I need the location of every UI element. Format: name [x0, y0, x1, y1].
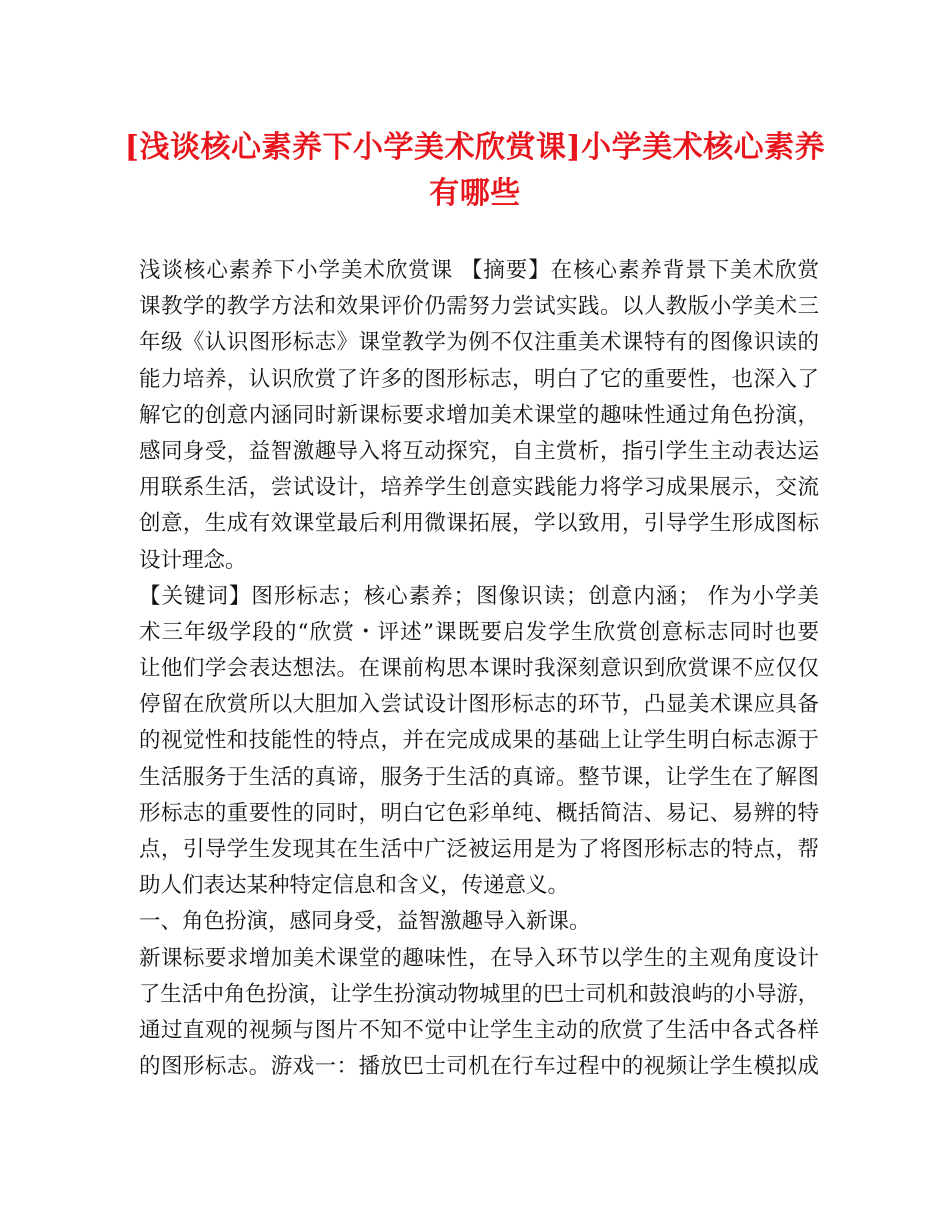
body-line: 【关键词】图形标志；核心素养；图像识读；创意内涵； 作为小学美	[139, 583, 819, 609]
body-line: 点，引导学生发现其在生活中广泛被运用是为了将图形标志的特点，帮	[139, 837, 819, 862]
body-line: 课教学的教学方法和效果评价仍需努力尝试实践。以人教版小学美术三	[139, 294, 819, 320]
body-line: 术三年级学段的“欣赏・评述”课既要启发学生欣赏创意标志同时也要	[139, 619, 819, 645]
body-line: 新课标要求增加美术课堂的趣味性，在导入环节以学生的主观角度设计	[139, 945, 819, 971]
body-line: 的图形标志。游戏一：播放巴士司机在行车过程中的视频让学生模拟成	[139, 1054, 819, 1080]
body-line: 让他们学会表达想法。在课前构思本课时我深刻意识到欣赏课不应仅仅	[139, 656, 819, 682]
document-title	[100, 125, 850, 217]
body-line: 浅谈核心素养下小学美术欣赏课 【摘要】在核心素养背景下美术欣赏	[139, 258, 819, 283]
body-line: 生活服务于生活的真谛，服务于生活的真谛。整节课，让学生在了解图	[139, 764, 819, 790]
body-line: 通过直观的视频与图片不知不觉中让学生主动的欣赏了生活中各式各样	[139, 1017, 819, 1043]
body-line: 用联系生活，尝试设计，培养学生创意实践能力将学习成果展示，交流	[139, 475, 819, 501]
body-line: 停留在欣赏所以大胆加入尝试设计图形标志的环节，凸显美术课应具备	[139, 692, 819, 718]
body-line: 感同身受，益智激趣导入将互动探究，自主赏析，指引学生主动表达运	[139, 438, 819, 464]
title-line: 有哪些	[429, 176, 521, 211]
document-body	[139, 253, 819, 1085]
title-line: [浅谈核心素养下小学美术欣赏课]小学美术核心素养	[124, 130, 826, 165]
body-line: 设计理念。	[139, 547, 247, 573]
body-line: 创意，生成有效课堂最后利用微课拓展，学以致用，引导学生形成图标	[139, 511, 819, 537]
body-line: 年级《认识图形标志》课堂教学为例不仅注重美术课特有的图像识读的	[139, 330, 819, 356]
body-line: 能力培养，认识欣赏了许多的图形标志，明白了它的重要性，也深入了	[139, 366, 819, 392]
body-line: 形标志的重要性的同时，明白它色彩单纯、概括简洁、易记、易辨的特	[139, 800, 819, 826]
body-line: 解它的创意内涵同时新课标要求增加美术课堂的趣味性通过角色扮演，	[139, 402, 819, 428]
body-line: 的视觉性和技能性的特点，并在完成成果的基础上让学生明白标志源于	[139, 728, 819, 754]
body-line: 一、角色扮演，感同身受，益智激趣导入新课。	[139, 909, 591, 935]
body-line: 助人们表达某种特定信息和含义，传递意义。	[139, 873, 570, 899]
body-line: 了生活中角色扮演，让学生扮演动物城里的巴士司机和鼓浪屿的小导游，	[139, 981, 820, 1007]
